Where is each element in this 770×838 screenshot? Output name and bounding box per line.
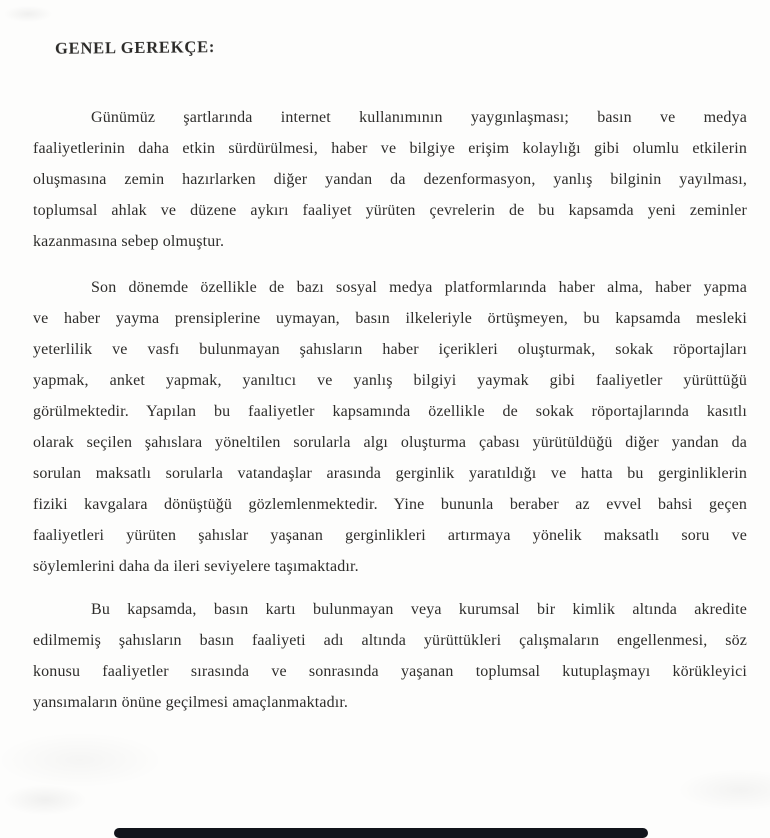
- text-line: yapmak, anket yapmak, yanıltıcı ve yanlış bilgiyi yaymak gibi faaliyetler yürüttüğü: [33, 372, 747, 389]
- text-line: faaliyetleri yürüten şahıslar yaşanan gerginlikleri artırmaya yönelik maksatlı soru ve: [33, 527, 747, 544]
- bottom-bar: [114, 828, 648, 838]
- text-line: yeterlilik ve vasfı bulunmayan şahısların haber içerikleri oluşturmak, sokak röportajları: [33, 341, 747, 358]
- text-line: Son dönemde özellikle de bazı sosyal medya platformlarında haber alma, haber yapma: [91, 279, 747, 296]
- text-line: faaliyetlerinin daha etkin sürdürülmesi, haber ve bilgiye erişim kolaylığı gibi olumlu etkilerin: [33, 140, 747, 157]
- text-line: görülmektedir. Yapılan bu faaliyetler kapsamında özellikle de sokak röportajlarında kasıtlı: [33, 403, 747, 420]
- text-line: toplumsal ahlak ve düzene aykırı faaliyet yürüten çevrelerin de bu kapsamda yeni zeminler: [33, 202, 747, 219]
- text-line: oluşmasına zemin hazırlarken diğer yandan da dezenformasyon, yanlış bilginin yayılması,: [33, 171, 747, 188]
- text-line: fiziki kavgalara dönüştüğü gözlemlenmektedir. Yine bununla beraber az evvel bahsi geçen: [33, 496, 747, 513]
- paragraph: [33, 102, 747, 257]
- document-title: GENEL GEREKÇE:: [54, 37, 216, 58]
- text-line: yansımaların önüne geçilmesi amaçlanmaktadır.: [33, 694, 349, 711]
- text-line: konusu faaliyetler sırasında ve sonrasında yaşanan toplumsal kutuplaşmayı körükleyici: [33, 663, 747, 680]
- paragraph: [33, 594, 747, 718]
- text-line: sorulan maksatlı sorularla vatandaşlar arasında gerginlik yaratıldığı ve hatta bu gerginliklerin: [33, 465, 747, 482]
- document-body: [33, 102, 747, 718]
- text-line: söylemlerini daha da ileri seviyelere taşımaktadır.: [33, 558, 359, 575]
- paragraph: [33, 272, 747, 582]
- text-line: edilmemiş şahısların basın faaliyeti adı altında yürüttükleri çalışmaların engellenmesi, söz: [33, 632, 747, 649]
- text-line: Günümüz şartlarında internet kullanımının yaygınlaşması; basın ve medya: [91, 109, 747, 126]
- text-line: olarak seçilen şahıslara yöneltilen sorularla algı oluşturma çabası yürütüldüğü diğer yandan da: [33, 434, 747, 451]
- text-line: ve haber yayma prensiplerine uymayan, basın ilkeleriyle örtüşmeyen, bu kapsamda mesleki: [33, 310, 747, 327]
- text-line: Bu kapsamda, basın kartı bulunmayan veya kurumsal bir kimlik altında akredite: [91, 601, 747, 618]
- text-line: kazanmasına sebep olmuştur.: [33, 233, 225, 250]
